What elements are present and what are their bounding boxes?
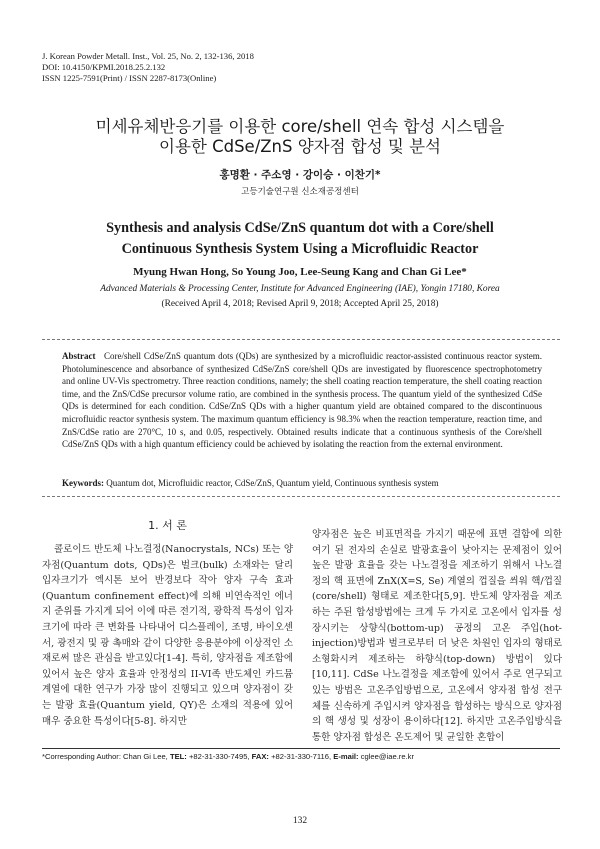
section-heading-introduction: 1. 서 론 [148,519,187,532]
doi[interactable]: DOI: 10.4150/KPMI.2018.25.2.132 [42,62,166,73]
page-number: 132 [292,816,308,826]
body-column-left: 콜로이드 반도체 나노결정(Nanocrystals, NCs) 또는 양자점(Quantum dots, QDs)은 벌크(bulk) 소재와는 달리 입자크기가 엑시톤 보어 반경보다 작아 양자 구속 효과(Quantum confinement effect)에 의해 비연속적인 에너지 준위를 가지게 되어 이에 따른 전기적, 광학적 특성이 입자 크기에 따라 큰 변화를 나타내어 디스플레이, 조명, 바이오센서, 광전지 및 광 촉매와 같이 다양한 응용분야에 이상적인 소재로써 많은 관심을 받고있다[1-4]. 특히, 양자점을 제조함에 있어서 높은 양자 효율과 안정성의 II-VI족 반도체인 카드뮴계열에 대한 연구가 가장 많이 진행되고 있으며 양자점이 갖는 발광 효율(Quantum yield, QY)은 소재의 적용에 있어 매우 중요한 특성이다[5-8]. 하지만 [42,544,293,727]
english-title-line1: Synthesis and analysis CdSe/ZnS quantum dot with a Core/shell [106,220,494,236]
issn: ISSN 1225-7591(Print) / ISSN 2287-8173(Online) [42,73,217,84]
abstract-bottom-divider [42,496,560,497]
korean-title [0,117,600,157]
english-authors: Myung Hwan Hong, So Young Joo, Lee-Seung Kang and Chan Gi Lee* [133,266,467,278]
english-affiliation: Advanced Materials & Processing Center, Institute for Advanced Engineering (IAE), Yongin 17180, Korea [100,284,500,294]
corresponding-author-footnote [42,752,414,761]
abstract-text: Core/shell CdSe/ZnS quantum dots (QDs) are synthesized by a microfluidic reactor-assisted continuous reactor system. Photoluminescence and absorbance of synthesized CdSe/ZnS core/shell QDs are investigated by fluorescence spectrophotometry and online UV-Vis spectrometry. Three reaction conditions, namely; the shell coating reaction temperature, the shell coating reaction time, and the ZnS/CdSe precursor volume ratio, are combined in the synthesis process. The quantum yield of the synthesized CdSe QDs is determined for each condition. CdSe/ZnS QDs with a higher quantum yield are obtained compared to the discontinuous microfluidic reactor synthesis system. The maximum quantum efficiency is 98.3% when the reaction temperature, reaction time, and ZnS/CdSe ratio are 270°C, 10 s, and 0.05, respectively. Obtained results indicate that a continuous synthesis of the Core/shell CdSe/ZnS QDs with a high quantum efficiency could be achieved by isolating the reaction from the external environment. [62,351,542,450]
keywords [62,478,542,488]
journal-citation: J. Korean Powder Metall. Inst., Vol. 25, No. 2, 132-136, 2018 [42,51,254,61]
email-value[interactable]: cglee@iae.re.kr [360,752,414,761]
abstract-top-divider [42,339,560,340]
footnote-author: *Corresponding Author: Chan Gi Lee, [42,752,168,761]
footnote-divider [42,748,560,749]
korean-authors: 홍명환 · 주소영 · 강이승 · 이찬기* [219,169,381,181]
journal-header [42,51,254,85]
keywords-text: Quantum dot, Microfluidic reactor, CdSe/ZnS, Quantum yield, Continuous synthesis system [106,478,439,488]
fax-label: FAX: [251,752,269,761]
fax-value: +82-31-330-7116, [271,752,332,761]
tel-label: TEL: [169,752,187,761]
korean-affiliation: 고등기술연구원 신소재공정센터 [241,187,359,197]
english-title-line2: Continuous Synthesis System Using a Microfluidic Reactor [121,240,479,257]
korean-title-line1: 미세유체반응기를 이용한 core/shell 연속 합성 시스템을 [95,117,505,136]
received-dates: (Received April 4, 2018; Revised April 9, 2018; Accepted April 25, 2018) [161,299,439,309]
abstract [62,350,542,451]
body-column-right: 양자점은 높은 비표면적을 가지기 때문에 표면 결함에 의한 여기 된 전자의 손실로 발광효율이 낮아지는 문제점이 있어 높은 발광 효율을 갖는 나노결정을 제조하기 위해서 나노결정의 핵 표면에 ZnX(X=S, Se) 계열의 껍질을 씌워 핵/껍질(core/shell) 형태로 제조한다[5,9]. 반도체 양자점을 제조하는 주된 합성방법에는 크게 두 가지로 고온에서 입자를 성장시키는 상향식(bottom-up) 공정의 고온 주입(hot-injection)방법과 벌크로부터 더 낮은 차원인 입자의 형태로 소형화시켜 제조하는 하향식(top-down) 방법이 있다[10,11]. CdSe 나노결정을 제조함에 있어서 주로 연구되고 있는 방법은 고온주입방법으로, 고온에서 양자점 합성 전구체를 신속하게 주입시켜 양자점을 합성하는 방식으로 양자점의 핵 생성 및 성장이 용이하다[12]. 하지만 고온주입방식을 통한 양자점 합성은 온도제어 및 균일한 혼합이 [312,529,562,743]
korean-title-line2: 이용한 CdSe/ZnS 양자점 합성 및 분석 [159,137,441,156]
email-label: E-mail: [333,752,359,761]
abstract-label: Abstract [62,351,96,361]
tel-value: +82-31-330-7495, [188,752,250,761]
keywords-label: Keywords: [62,478,104,488]
english-title [0,218,600,259]
